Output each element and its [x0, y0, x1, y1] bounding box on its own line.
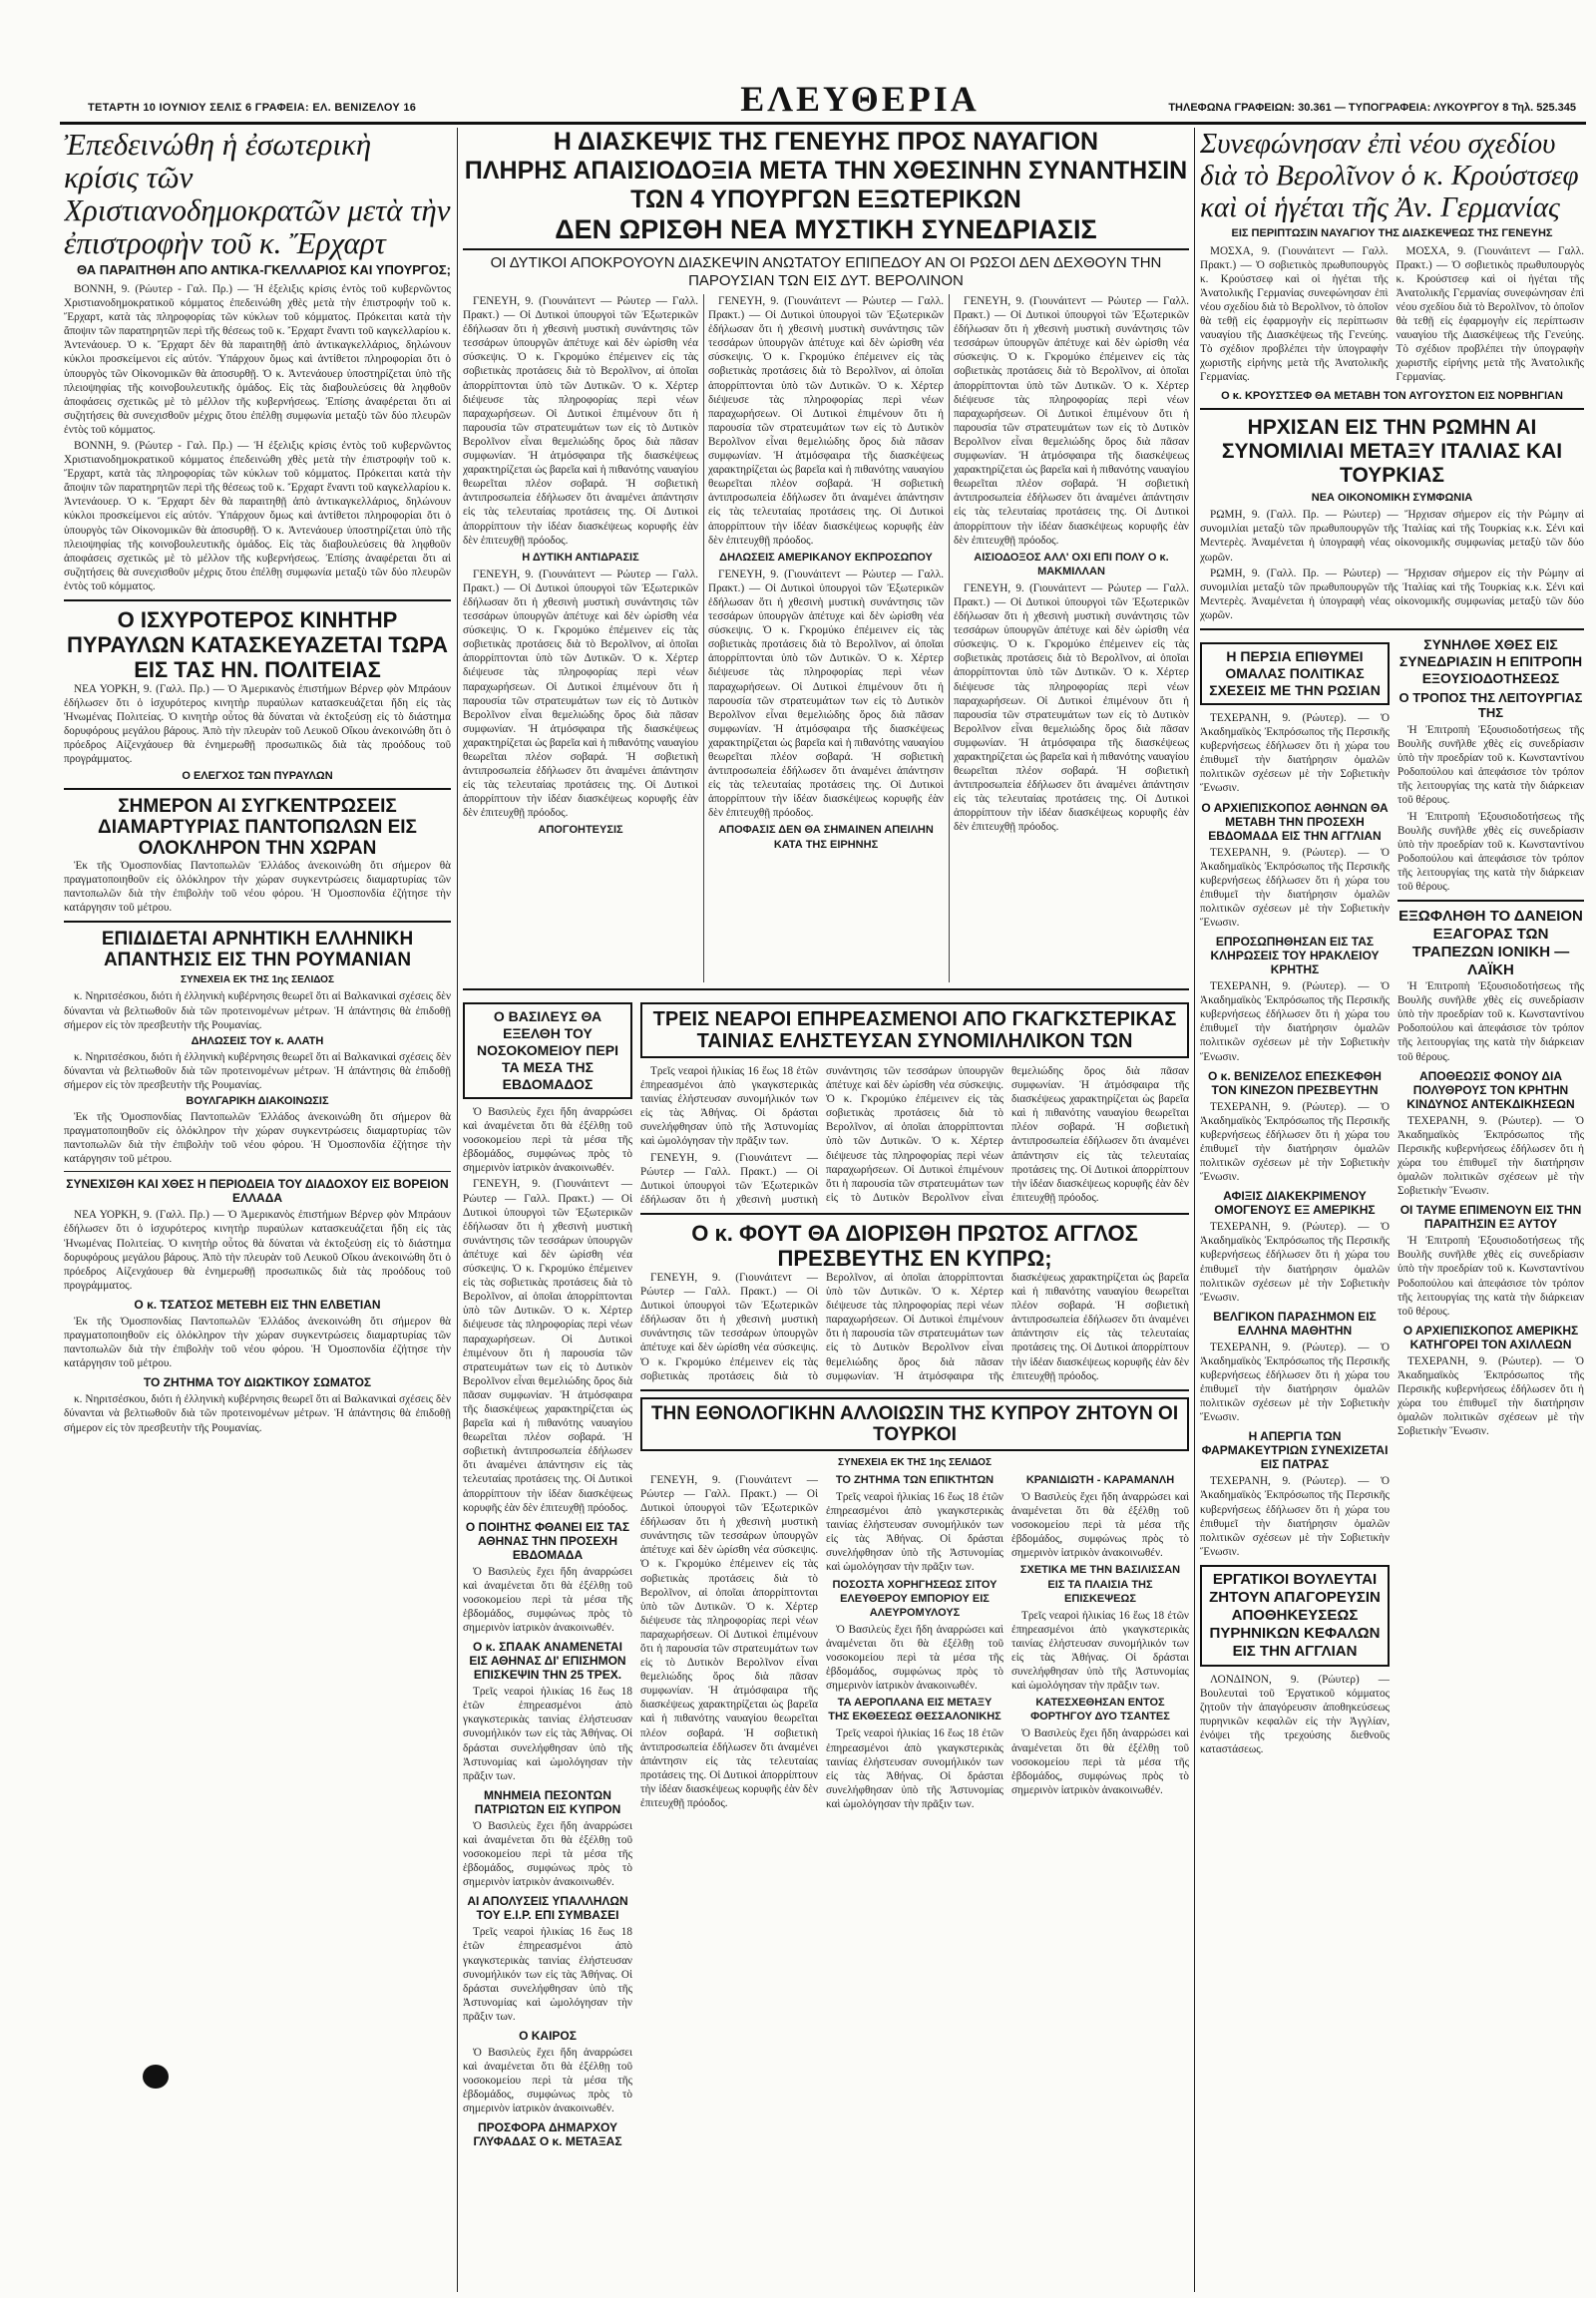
- divider: [64, 921, 451, 923]
- paragraph: Ὁ Βασιλεὺς ἔχει ἤδη ἀναρρώσει καὶ ἀναμένεται ὅτι θὰ ἐξέλθῃ τοῦ νοσοκομείου περὶ τὰ μέσα τῆς ἑβδομάδος, συμφώνως πρὸς τὸ σημερινὸν ἰατρικὸν ἀνακοινωθέν.: [1011, 1727, 1189, 1796]
- paragraph: Τρεῖς νεαροὶ ἡλικίας 16 ἕως 18 ἐτῶν ἐπηρεασμένοι ἀπὸ γκαγκστερικὰς ταινίας ἐλήστευσαν συνομήλικόν των εἰς τὰς Ἀθήνας. Οἱ δράσται συνελήφθησαν ὑπὸ τῆς Ἀστυνομίας καὶ ὡμολόγησαν τὴν πρᾶξιν των.: [463, 1686, 632, 1782]
- paragraph: Ὁ Βασιλεὺς ἔχει ἤδη ἀναρρώσει καὶ ἀναμένεται ὅτι θὰ ἐξέλθῃ τοῦ νοσοκομείου περὶ τὰ μέσα τῆς ἑβδομάδος, συμφώνως πρὸς τὸ σημερινὸν ἰατρικὸν ἀνακοινωθέν.: [1011, 1490, 1189, 1560]
- article-cyprus-body: [640, 1473, 1189, 1811]
- paragraph: Ἐκ τῆς Ὁμοσπονδίας Παντοπωλῶν Ἑλλάδος ἀνεκοινώθη ὅτι σήμερον θὰ πραγματοποιηθοῦν εἰς ὁλόκληρον τὴν χώραν συγκεντρώσεις διαμαρτυρίας τῶν παντοπωλῶν διὰ τὴν ἐπιβολὴν τοῦ νέου φόρου. Ἡ Ὁμοσπονδία ἐζήτησε τὴν κατάργησιν τοῦ μέτρου.: [64, 859, 451, 914]
- article-crown-prince-body: [64, 1208, 451, 1293]
- paragraph: ΤΕΧΕΡΑΝΗ, 9. (Ρώυτερ). — Ὁ Ἀκαδημαϊκὸς Ἐκπρόσωπος τῆς Περσικῆς κυβερνήσεως ἐδήλωσεν ὅτι ἡ χώρα του ἐπιθυμεῖ τὴν διατήρησιν ὁμαλῶν πολιτικῶν σχέσεων μὲ τὴν Σοβιετικὴν Ἕνωσιν.: [1200, 1221, 1390, 1304]
- paragraph: ΓΕΝΕΥΗ, 9. (Γιουνάιτεντ — Ρώυτερ — Γαλλ. Πρακτ.) — Οἱ Δυτικοὶ ὑπουργοὶ τῶν Ἐξωτερικῶν ἐδήλωσαν ὅτι ἡ χθεσινὴ μυστικὴ συνάντησις τῶν τεσσάρων ὑπουργῶν ἀπέτυχε καὶ δὲν ὡρίσθη νέα σύσκεψις. Ὁ κ. Γκρομύκο ἐπέμεινεν εἰς τὰς σοβιετικὰς προτάσεις διὰ τὸ Βερολῖνον, αἱ ὁποῖαι ἀπορρίπτονται ὑπὸ τῶν Δυτικῶν. Ὁ κ. Χέρτερ διέψευσε τὰς πληροφορίας περὶ νέων παραχωρήσεων. Οἱ Δυτικοὶ ἐπιμένουν ὅτι ἡ παρουσία τῶν στρατευμάτων των εἰς τὸ Δυτικὸν Βερολῖνον εἶναι θεμελιώδης ὅρος διὰ πᾶσαν συμφωνίαν. Ἡ ἀτμόσφαιρα τῆς διασκέψεως χαρακτηρίζεται ὡς βαρεῖα καὶ ἡ πιθανότης ναυαγίου θεωρεῖται πλέον σοβαρά. Ἡ σοβιετικὴ ἀντιπροσωπεία ἐδήλωσεν ὅτι ἀναμένει ἀπάντησιν εἰς τὰς τελευταίας προτάσεις της. Οἱ Δυτικοὶ ἀπορρίπτουν τὴν ἰδέαν διασκέψεως κορυφῆς ἐὰν δὲν ἐπιτευχθῇ πρόοδος.: [640, 1065, 1189, 1206]
- subhead-macmillan: ΑΙΣΙΟΔΟΞΟΣ ΑΛΛ' ΟΧΙ ΕΠΙ ΠΟΛΥ Ο κ. ΜΑΚΜΙΛΛΑΝ: [974, 551, 1169, 577]
- paragraph: Ἐκ τῆς Ὁμοσπονδίας Παντοπωλῶν Ἑλλάδος ἀνεκοινώθη ὅτι σήμερον θὰ πραγματοποιηθοῦν εἰς ὁλόκληρον τὴν χώραν συγκεντρώσεις διαμαρτυρίας τῶν παντοπωλῶν διὰ τὴν ἐπιβολὴν τοῦ νέου φόρου. Ἡ Ὁμοσπονδία ἐζήτησε τὴν κατάργησιν τοῦ μέτρου.: [64, 1111, 451, 1166]
- paragraph: ΤΕΧΕΡΑΝΗ, 9. (Ρώυτερ). — Ὁ Ἀκαδημαϊκὸς Ἐκπρόσωπος τῆς Περσικῆς κυβερνήσεως ἐδήλωσεν ὅτι ἡ χώρα του ἐπιθυμεῖ τὴν διατήρησιν ὁμαλῶν πολιτικῶν σχέσεων μὲ τὴν Σοβιετικὴν Ἕνωσιν.: [1200, 1475, 1390, 1558]
- headline-prosecution-corps: ΤΟ ΖΗΤΗΜΑ ΤΟΥ ΔΙΩΚΤΙΚΟΥ ΣΩΜΑΤΟΣ: [143, 1375, 372, 1390]
- headline-dismissals: ΑΙ ΑΠΟΛΥΣΕΙΣ ΥΠΑΛΛΗΛΩΝ ΤΟΥ Ε.Ι.Ρ. ΕΠΙ ΣΥΜΒΑΣΕΙ: [467, 1894, 628, 1923]
- article-committee-body: [1397, 723, 1584, 894]
- article-arrival-body: [1200, 1220, 1390, 1305]
- article-dismissals-body: [463, 1925, 632, 2024]
- paragraph: Τρεῖς νεαροὶ ἡλικίας 16 ἕως 18 ἐτῶν ἐπηρεασμένοι ἀπὸ γκαγκστερικὰς ταινίας ἐλήστευσαν συνομήλικόν των εἰς τὰς Ἀθήνας. Οἱ δράσται συνελήφθησαν ὑπὸ τῆς Ἀστυνομίας καὶ ὡμολόγησαν τὴν πρᾶξιν των.: [826, 1490, 1003, 1574]
- article-bulgarian-body: [64, 1110, 451, 1166]
- paragraph: Ὁ Βασιλεὺς ἔχει ἤδη ἀναρρώσει καὶ ἀναμένεται ὅτι θὰ ἐξέλθῃ τοῦ νοσοκομείου περὶ τὰ μέσα τῆς ἑβδομάδος, συμφώνως πρὸς τὸ σημερινὸν ἰατρικὸν ἀνακοινωθέν.: [463, 1819, 632, 1889]
- article-erhard-body: [64, 282, 451, 593]
- article-alatis-body: [64, 1050, 451, 1092]
- column-rule-2: [1194, 128, 1195, 2292]
- paragraph: ΓΕΝΕΥΗ, 9. (Γιουνάιτεντ — Ρώυτερ — Γαλλ. Πρακτ.) — Οἱ Δυτικοὶ ὑπουργοὶ τῶν Ἐξωτερικῶν ἐδήλωσαν ὅτι ἡ χθεσινὴ μυστικὴ συνάντησις τῶν τεσσάρων ὑπουργῶν ἀπέτυχε καὶ δὲν ὡρίσθη νέα σύσκεψις. Ὁ κ. Γκρομύκο ἐπέμεινεν εἰς τὰς σοβιετικὰς προτάσεις διὰ τὸ Βερολῖνον, αἱ ὁποῖαι ἀπορρίπτονται ὑπὸ τῶν Δυτικῶν. Ὁ κ. Χέρτερ διέψευσε τὰς πληροφορίας περὶ νέων παραχωρήσεων. Οἱ Δυτικοὶ ἐπιμένουν ὅτι ἡ παρουσία τῶν στρατευμάτων των εἰς τὸ Δυτικὸν Βερολῖνον εἶναι θεμελιώδης ὅρος διὰ πᾶσαν συμφωνίαν. Ἡ ἀτμόσφαιρα τῆς διασκέψεως χαρακτηρίζεται ὡς βαρεῖα καὶ ἡ πιθανότης ναυαγίου θεωρεῖται πλέον σοβαρά. Ἡ σοβιετικὴ ἀντιπροσωπεία ἐδήλωσεν ὅτι ἀναμένει ἀπάντησιν εἰς τὰς τελευταίας προτάσεις της. Οἱ Δυτικοὶ ἀπορρίπτουν τὴν ἰδέαν διασκέψεως κορυφῆς ἐὰν δὲν ἐπιτευχθῇ πρόοδος.: [463, 1178, 632, 1514]
- divider: [463, 988, 1189, 990]
- kicker-cyprus-continued: ΣΥΝΕΧΕΙΑ ΕΚ ΤΗΣ 1ης ΣΕΛΙΔΟΣ: [838, 1457, 992, 1469]
- headline-king-hospital: Ο ΒΑΣΙΛΕΥΣ ΘΑ ΕΞΕΛΘΗ ΤΟΥ ΝΟΣΟΚΟΜΕΙΟΥ ΠΕΡΙ ΤΑ ΜΕΣΑ ΤΗΣ ΕΒΔΟΜΑΔΟΣ: [463, 1002, 632, 1099]
- paragraph: Ὁ Βασιλεὺς ἔχει ἤδη ἀναρρώσει καὶ ἀναμένεται ὅτι θὰ ἐξέλθῃ τοῦ νοσοκομείου περὶ τὰ μέσα τῆς ἑβδομάδος, συμφώνως πρὸς τὸ σημερινὸν ἰατρικὸν ἀνακοινωθέν.: [463, 2046, 632, 2115]
- headline-romania-reply: ΕΠΙΔΙΔΕΤΑΙ ΑΡΝΗΤΙΚΗ ΕΛΛΗΝΙΚΗ ΑΠΑΝΤΗΣΙΣ ΕΙΣ ΤΗΝ ΡΟΥΜΑΝΙΑΝ: [101, 928, 414, 970]
- divider: [64, 788, 451, 790]
- kicker-geneva-failure: ΕΙΣ ΠΕΡΙΠΤΩΣΙΝ ΝΑΥΑΓΙΟΥ ΤΗΣ ΔΙΑΣΚΕΨΕΩΣ ΤΗΣ ΓΕΝΕΥΗΣ: [1231, 227, 1553, 239]
- headline-heraklion: ΕΠΡΟΣΩΠΗΘΗΣΑΝ ΕΙΣ ΤΑΣ ΚΛΗΡΩΣΕΙΣ ΤΟΥ ΗΡΑΚΛΕΙΟΥ ΚΡΗΤΗΣ: [1210, 935, 1380, 977]
- kicker-economic-agreement: ΝΕΑ ΟΙΚΟΝΟΜΙΚΗ ΣΥΜΦΩΝΙΑ: [1311, 491, 1473, 504]
- paragraph: Ἡ Ἐπιτροπὴ Ἐξουσιοδοτήσεως τῆς Βουλῆς συνῆλθε χθὲς εἰς συνεδρίασιν ὑπὸ τὴν προεδρίαν τοῦ κ. Κωνσταντίνου Ροδοπούλου καὶ ἀπεφάσισε τὸν τρόπον τῆς λειτουργίας της κατὰ τὴν διάρκειαν τοῦ θέρους.: [1397, 723, 1584, 807]
- paragraph: ΓΕΝΕΥΗ, 9. (Γιουνάιτεντ — Ρώυτερ — Γαλλ. Πρακτ.) — Οἱ Δυτικοὶ ὑπουργοὶ τῶν Ἐξωτερικῶν ἐδήλωσαν ὅτι ἡ χθεσινὴ μυστικὴ συνάντησις τῶν τεσσάρων ὑπουργῶν ἀπέτυχε καὶ δὲν ὡρίσθη νέα σύσκεψις. Ὁ κ. Γκρομύκο ἐπέμεινεν εἰς τὰς σοβιετικὰς προτάσεις διὰ τὸ Βερολῖνον, αἱ ὁποῖαι ἀπορρίπτονται ὑπὸ τῶν Δυτικῶν. Ὁ κ. Χέρτερ διέψευσε τὰς πληροφορίας περὶ νέων παραχωρήσεων. Οἱ Δυτικοὶ ἐπιμένουν ὅτι ἡ παρουσία τῶν στρατευμάτων των εἰς τὸ Δυτικὸν Βερολῖνον εἶναι θεμελιώδης ὅρος διὰ πᾶσαν συμφωνίαν. Ἡ ἀτμόσφαιρα τῆς διασκέψεως χαρακτηρίζεται ὡς βαρεῖα καὶ ἡ πιθανότης ναυαγίου θεωρεῖται πλέον σοβαρά. Ἡ σοβιετικὴ ἀντιπροσωπεία ἐδήλωσεν ὅτι ἀναμένει ἀπάντησιν εἰς τὰς τελευταίας προτάσεις της. Οἱ Δυτικοὶ ἀπορρίπτουν τὴν ἰδέαν διασκέψεως κορυφῆς ἐὰν δὲν ἐπιτευχθῇ πρόοδος.: [708, 568, 944, 820]
- right-column: [1200, 128, 1584, 2292]
- paragraph: ΤΕΧΕΡΑΝΗ, 9. (Ρώυτερ). — Ὁ Ἀκαδημαϊκὸς Ἐκπρόσωπος τῆς Περσικῆς κυβερνήσεως ἐδήλωσεν ὅτι ἡ χώρα του ἐπιθυμεῖ τὴν διατήρησιν ὁμαλῶν πολιτικῶν σχέσεων μὲ τὴν Σοβιετικὴν Ἕνωσιν.: [1397, 1354, 1584, 1438]
- headline-rocket-engine: Ο ΙΣΧΥΡΟΤΕΡΟΣ ΚΙΝΗΤΗΡ ΠΥΡΑΥΛΩΝ ΚΑΤΑΣΚΕΥΑΖΕΤΑΙ ΤΩΡΑ ΕΙΣ ΤΑΣ ΗΝ. ΠΟΛΙΤΕΙΑΣ: [66, 607, 449, 682]
- subhead-epiktitoi: ΤΟ ΖΗΤΗΜΑ ΤΩΝ ΕΠΙΚΤΗΤΩΝ: [835, 1473, 995, 1486]
- article-venizelos-body: [1200, 1100, 1390, 1185]
- paragraph: ΜΟΣΧΑ, 9. (Γιουνάιτεντ — Γαλλ. Πρακτ.) — Ὁ σοβιετικὸς πρωθυπουργὸς κ. Κρούστσεφ καὶ οἱ ἡγέται τῆς Ἀνατολικῆς Γερμανίας συνεφώνησαν ἐπὶ νέου σχεδίου διὰ τὸ Βερολῖνον, τὸ ὁποῖον θὰ τεθῇ εἰς ἐφαρμογὴν εἰς περίπτωσιν ναυαγίου τῆς Διασκέψεως τῆς Γενεύης. Τὸ σχέδιον προβλέπει τὴν ὑπογραφὴν χωριστῆς εἰρήνης μετὰ τῆς Ἀνατολικῆς Γερμανίας.: [1200, 244, 1389, 384]
- paragraph: ΛΟΝΔΙΝΟΝ, 9. (Ρώυτερ) — Βουλευταὶ τοῦ Ἐργατικοῦ κόμματος ζητοῦν τὴν ἀπαγόρευσιν ἀποθηκεύσεως πυρηνικῶν κεφαλῶν εἰς τὴν Ἀγγλίαν, ἐνόψει τῆς τρεχούσης διεθνοῦς καταστάσεως.: [1200, 1673, 1390, 1756]
- kicker-erhard: ΘΑ ΠΑΡΑΙΤΗΘΗ ΑΠΟ ΑΝΤΙΚΑ-ΓΚΕΛΛΑΡΙΟΣ ΚΑΙ ΥΠΟΥΡΓΟΣ;: [76, 262, 451, 277]
- article-weather-body: [463, 2046, 632, 2115]
- divider: [640, 1389, 1189, 1391]
- paragraph: ΓΕΝΕΥΗ, 9. (Γιουνάιτεντ — Ρώυτερ — Γαλλ. Πρακτ.) — Οἱ Δυτικοὶ ὑπουργοὶ τῶν Ἐξωτερικῶν ἐδήλωσαν ὅτι ἡ χθεσινὴ μυστικὴ συνάντησις τῶν τεσσάρων ὑπουργῶν ἀπέτυχε καὶ δὲν ὡρίσθη νέα σύσκεψις. Ὁ κ. Γκρομύκο ἐπέμεινεν εἰς τὰς σοβιετικὰς προτάσεις διὰ τὸ Βερολῖνον, αἱ ὁποῖαι ἀπορρίπτονται ὑπὸ τῶν Δυτικῶν. Ὁ κ. Χέρτερ διέψευσε τὰς πληροφορίας περὶ νέων παραχωρήσεων. Οἱ Δυτικοὶ ἐπιμένουν ὅτι ἡ παρουσία τῶν στρατευμάτων των εἰς τὸ Δυτικὸν Βερολῖνον εἶναι θεμελιώδης ὅρος διὰ πᾶσαν συμφωνίαν. Ἡ ἀτμόσφαιρα τῆς διασκέψεως χαρακτηρίζεται ὡς βαρεῖα καὶ ἡ πιθανότης ναυαγίου θεωρεῖται πλέον σοβαρά. Ἡ σοβιετικὴ ἀντιπροσωπεία ἐδήλωσεν ὅτι ἀναμένει ἀπάντησιν εἰς τὰς τελευταίας προτάσεις της. Οἱ Δυτικοὶ ἀπορρίπτουν τὴν ἰδέαν διασκέψεως κορυφῆς ἐὰν δὲν ἐπιτευχθῇ πρόοδος.: [463, 295, 698, 547]
- subhead-rations: ΠΟΣΟΣΤΑ ΧΟΡΗΓΗΣΕΩΣ ΣΙΤΟΥ ΕΛΕΥΘΕΡΟΥ ΕΜΠΟΡΙΟΥ ΕΙΣ ΑΛΕΥΡΟΜΥΛΟΥΣ: [832, 1578, 998, 1619]
- article-rocket-body: [64, 682, 451, 767]
- paragraph: ΒΟΝΝΗ, 9. (Ρώυτερ - Γαλ. Πρ.) — Ἡ ἐξελιξις κρίσις ἐντὸς τοῦ κυβερνῶντος Χριστιανοδημοκρατικοῦ κόμματος ἐπεδεινώθη χθὲς μετὰ τὴν ἐπιστροφήν τοῦ κ. Ἔρχαρτ, κατὰ τὰς πληροφορίας τῶν κύκλων τοῦ κόμματος. Πρόκειται κατὰ τὴν ἄποψιν τῶν παρατηρητῶν περὶ τῆς θέσεως τοῦ κ. Ἔρχαρτ ἔναντι τοῦ καγκελλαρίου κ. Ἀντενάουερ. Ὁ κ. Ἔρχαρτ δὲν θὰ παραιτηθῇ ἀπὸ ἀντικαγκελλάριος, δηλώνουν κύκλοι προσκείμενοι εἰς αὐτόν. Ὑπάρχουν ὅμως καὶ ἀντίθετοι πληροφορίαι ὅτι ὁ ὑπουργὸς τῶν Οἰκονομικῶν θὰ ἀποσυρθῇ. Ὁ κ. Ἀντενάουερ ὑποστηρίζεται ὑπὸ τῆς πλειοψηφίας τῆς κοινοβουλευτικῆς ὁμάδος. Εἰς τὰς διαβουλεύσεις θὰ ληφθοῦν ἀποφάσεις σχετικῶς μὲ τὸ μέλλον τῆς κυβερνήσεως. Ἐπίσης ἀναφέρεται ὅτι αἱ συζητήσεις θὰ συνεχισθοῦν μέχρις ὅτου ἐπέλθῃ συμφωνία μεταξὺ τῶν δύο πλευρῶν ἐντὸς τοῦ κόμματος.: [64, 439, 451, 592]
- headline-foot-cyprus: Ο κ. ΦΟΥΤ ΘΑ ΔΙΟΡΙΣΘΗ ΠΡΩΤΟΣ ΑΓΓΛΟΣ ΠΡΕΣΒΕΥΤΗΣ ΕΝ ΚΥΠΡΩ;: [691, 1220, 1138, 1271]
- center-column: [463, 128, 1189, 2292]
- ink-blot: [143, 2065, 169, 2089]
- article-king-body: [463, 1105, 632, 1515]
- paragraph: ΓΕΝΕΥΗ, 9. (Γιουνάιτεντ — Ρώυτερ — Γαλλ. Πρακτ.) — Οἱ Δυτικοὶ ὑπουργοὶ τῶν Ἐξωτερικῶν ἐδήλωσαν ὅτι ἡ χθεσινὴ μυστικὴ συνάντησις τῶν τεσσάρων ὑπουργῶν ἀπέτυχε καὶ δὲν ὡρίσθη νέα σύσκεψις. Ὁ κ. Γκρομύκο ἐπέμεινεν εἰς τὰς σοβιετικὰς προτάσεις διὰ τὸ Βερολῖνον, αἱ ὁποῖαι ἀπορρίπτονται ὑπὸ τῶν Δυτικῶν. Ὁ κ. Χέρτερ διέψευσε τὰς πληροφορίας περὶ νέων παραχωρήσεων. Οἱ Δυτικοὶ ἐπιμένουν ὅτι ἡ παρουσία τῶν στρατευμάτων των εἰς τὸ Δυτικὸν Βερολῖνον εἶναι θεμελιώδης ὅρος διὰ πᾶσαν συμφωνίαν. Ἡ ἀτμόσφαιρα τῆς διασκέψεως χαρακτηρίζεται ὡς βαρεῖα καὶ ἡ πιθανότης ναυαγίου θεωρεῖται πλέον σοβαρά. Ἡ σοβιετικὴ ἀντιπροσωπεία ἐδήλωσεν ὅτι ἀναμένει ἀπάντησιν εἰς τὰς τελευταίας προτάσεις της. Οἱ Δυτικοὶ ἀπορρίπτουν τὴν ἰδέαν διασκέψεως κορυφῆς ἐὰν δὲν ἐπιτευχθῇ πρόοδος.: [640, 1473, 818, 1810]
- article-archbishop-america-body: [1397, 1354, 1584, 1439]
- article-geneva-body: [463, 294, 1189, 982]
- headline-belgian-medal: ΒΕΛΓΙΚΟΝ ΠΑΡΑΣΗΜΟΝ ΕΙΣ ΕΛΛΗΝΑ ΜΑΘΗΤΗΝ: [1213, 1309, 1377, 1338]
- paragraph: κ. Νηριτσέσκου, διότι ἡ ἐλληνικὴ κυβέρνησις θεωρεῖ ὅτι αἱ Βαλκανικαὶ σχέσεις δὲν δύνανται νὰ βελτιωθοῦν διὰ τῶν προτεινομένων μέτρων. Ἡ ἀπάντησις θὰ ἐπιδοθῇ σήμερον εἰς τὸν πρεσβευτὴν τῆς Ρουμανίας.: [64, 1050, 451, 1091]
- paragraph: Τρεῖς νεαροὶ ἡλικίας 16 ἕως 18 ἐτῶν ἐπηρεασμένοι ἀπὸ γκαγκστερικὰς ταινίας ἐλήστευσαν συνομήλικόν των εἰς τὰς Ἀθήνας. Οἱ δράσται συνελήφθησαν ὑπὸ τῆς Ἀστυνομίας καὶ ὡμολόγησαν τὴν πρᾶξιν των.: [826, 1727, 1003, 1810]
- paragraph: Τρεῖς νεαροὶ ἡλικίας 16 ἕως 18 ἐτῶν ἐπηρεασμένοι ἀπὸ γκαγκστερικὰς ταινίας ἐλήστευσαν συνομήλικόν των εἰς τὰς Ἀθήνας. Οἱ δράσται συνελήφθησαν ὑπὸ τῆς Ἀστυνομίας καὶ ὡμολόγησαν τὴν πρᾶξιν των.: [463, 1926, 632, 2023]
- article-heraklion-body: [1200, 979, 1390, 1064]
- paragraph: Ἐκ τῆς Ὁμοσπονδίας Παντοπωλῶν Ἑλλάδος ἀνεκοινώθη ὅτι σήμερον θὰ πραγματοποιηθοῦν εἰς ὁλόκληρον τὴν χώραν συγκεντρώσεις διαμαρτυρίας τῶν παντοπωλῶν διὰ τὴν ἐπιβολὴν τοῦ νέου φόρου. Ἡ Ὁμοσπονδία ἐζήτησε τὴν κατάργησιν τοῦ μέτρου.: [64, 1315, 451, 1370]
- headline-archbishop-america: Ο ΑΡΧΙΕΠΙΣΚΟΠΟΣ ΑΜΕΡΙΚΗΣ ΚΑΤΗΓΟΡΕΙ ΤΟΝ ΑΧΙΛΛΕΩΝ: [1402, 1323, 1579, 1351]
- divider: [1397, 900, 1584, 902]
- headline-poet: Ο ΠΟΙΗΤΗΣ ΦΘΑΝΕΙ ΕΙΣ ΤΑΣ ΑΘΗΝΑΣ ΤΗΝ ΠΡΟΣΕΧΗ ΕΒΔΟΜΑΔΑ: [465, 1519, 630, 1562]
- center-lower-col-a: [463, 996, 632, 2151]
- headline-tsatsos: Ο κ. ΤΣΑΤΣΟΣ ΜΕΤΕΒΗ ΕΙΣ ΤΗΝ ΕΛΒΕΤΙΑΝ: [134, 1297, 381, 1312]
- headline-tamias: ΟΙ ΤΑΥΜΕ ΕΠΙΜΕΝΟΥΝ ΕΙΣ ΤΗΝ ΠΑΡΑΙΤΗΣΙΝ ΕΞ ΑΥΤΟΥ: [1399, 1203, 1582, 1232]
- banner-no-new-session: ΔΕΝ ΩΡΙΣΘΗ ΝΕΑ ΜΥΣΤΙΚΗ ΣΥΝΕΔΡΙΑΣΙΣ: [463, 214, 1189, 250]
- paragraph: ΤΕΧΕΡΑΝΗ, 9. (Ρώυτερ). — Ὁ Ἀκαδημαϊκὸς Ἐκπρόσωπος τῆς Περσικῆς κυβερνήσεως ἐδήλωσεν ὅτι ἡ χώρα του ἐπιθυμεῖ τὴν διατήρησιν ὁμαλῶν πολιτικῶν σχέσεων μὲ τὴν Σοβιετικὴν Ἕνωσιν.: [1200, 1100, 1390, 1184]
- headline-bank-loan: ΕΞΩΦΛΗΘΗ ΤΟ ΔΑΝΕΙΟΝ ΕΞΑΓΟΡΑΣ ΤΩΝ ΤΡΑΠΕΖΩΝ ΙΟΝΙΚΗ — ΛΑΪΚΗ: [1398, 908, 1583, 979]
- paragraph: ΜΟΣΧΑ, 9. (Γιουνάιτεντ — Γαλλ. Πρακτ.) — Ὁ σοβιετικὸς πρωθυπουργὸς κ. Κρούστσεφ καὶ οἱ ἡγέται τῆς Ἀνατολικῆς Γερμανίας συνεφώνησαν ἐπὶ νέου σχεδίου διὰ τὸ Βερολῖνον, τὸ ὁποῖον θὰ τεθῇ εἰς ἐφαρμογὴν εἰς περίπτωσιν ναυαγίου τῆς Διασκέψεως τῆς Γενεύης. Τὸ σχέδιον προβλέπει τὴν ὑπογραφὴν χωριστῆς εἰρήνης μετὰ τῆς Ἀνατολικῆς Γερμανίας.: [1396, 244, 1584, 384]
- subhead-rocket-control: Ο ΕΛΕΓΧΟΣ ΤΩΝ ΠΥΡΑΥΛΩΝ: [182, 769, 333, 782]
- paragraph: ΤΕΧΕΡΑΝΗ, 9. (Ρώυτερ). — Ὁ Ἀκαδημαϊκὸς Ἐκπρόσωπος τῆς Περσικῆς κυβερνήσεως ἐδήλωσεν ὅτι ἡ χώρα του ἐπιθυμεῖ τὴν διατήρησιν ὁμαλῶν πολιτικῶν σχέσεων μὲ τὴν Σοβιετικὴν Ἕνωσιν.: [1200, 1340, 1390, 1424]
- paragraph: ΓΕΝΕΥΗ, 9. (Γιουνάιτεντ — Ρώυτερ — Γαλλ. Πρακτ.) — Οἱ Δυτικοὶ ὑπουργοὶ τῶν Ἐξωτερικῶν ἐδήλωσαν ὅτι ἡ χθεσινὴ μυστικὴ συνάντησις τῶν τεσσάρων ὑπουργῶν ἀπέτυχε καὶ δὲν ὡρίσθη νέα σύσκεψις. Ὁ κ. Γκρομύκο ἐπέμεινεν εἰς τὰς σοβιετικὰς προτάσεις διὰ τὸ Βερολῖνον, αἱ ὁποῖαι ἀπορρίπτονται ὑπὸ τῶν Δυτικῶν. Ὁ κ. Χέρτερ διέψευσε τὰς πληροφορίας περὶ νέων παραχωρήσεων. Οἱ Δυτικοὶ ἐπιμένουν ὅτι ἡ παρουσία τῶν στρατευμάτων των εἰς τὸ Δυτικὸν Βερολῖνον εἶναι θεμελιώδης ὅρος διὰ πᾶσαν συμφωνίαν. Ἡ ἀτμόσφαιρα τῆς διασκέψεως χαρακτηρίζεται ὡς βαρεῖα καὶ ἡ πιθανότης ναυαγίου θεωρεῖται πλέον σοβαρά. Ἡ σοβιετικὴ ἀντιπροσωπεία ἐδήλωσεν ὅτι ἀναμένει ἀπάντησιν εἰς τὰς τελευταίας προτάσεις της. Οἱ Δυτικοὶ ἀπορρίπτουν τὴν ἰδέαν διασκέψεως κορυφῆς ἐὰν δὲν ἐπιτευχθῇ πρόοδος.: [708, 295, 944, 547]
- headline-pharmacists-strike: Η ΑΠΕΡΓΙΑ ΤΩΝ ΦΑΡΜΑΚΕΥΤΡΙΩΝ ΣΥΝΕΧΙΖΕΤΑΙ ΕΙΣ ΠΑΤΡΑΣ: [1201, 1429, 1389, 1472]
- headline-weather: Ο ΚΑΙΡΟΣ: [519, 2028, 577, 2043]
- center-lower-col-b: [640, 996, 1189, 2151]
- paragraph: ΤΕΧΕΡΑΝΗ, 9. (Ρώυτερ). — Ὁ Ἀκαδημαϊκὸς Ἐκπρόσωπος τῆς Περσικῆς κυβερνήσεως ἐδήλωσεν ὅτι ἡ χώρα του ἐπιθυμεῖ τὴν διατήρησιν ὁμαλῶν πολιτικῶν σχέσεων μὲ τὴν Σοβιετικὴν Ἕνωσιν.: [1200, 846, 1390, 929]
- headline-venizelos: Ο κ. ΒΕΝΙΖΕΛΟΣ ΕΠΕΣΚΕΦΘΗ ΤΟΝ ΚΙΝΕΖΟΝ ΠΡΕΣΒΕΥΤΗΝ: [1208, 1068, 1382, 1097]
- paragraph: Τρεῖς νεαροὶ ἡλικίας 16 ἕως 18 ἐτῶν ἐπηρεασμένοι ἀπὸ γκαγκστερικὰς ταινίας ἐλήστευσαν συνομήλικόν των εἰς τὰς Ἀθήνας. Οἱ δράσται συνελήφθησαν ὑπὸ τῆς Ἀστυνομίας καὶ ὡμολόγησαν τὴν πρᾶξιν των.: [1011, 1609, 1189, 1693]
- article-italy-turkey-body: [1200, 508, 1584, 622]
- subhead-committee-function: Ο ΤΡΟΠΟΣ ΤΗΣ ΛΕΙΤΟΥΡΓΙΑΣ ΤΗΣ: [1398, 689, 1583, 720]
- masthead: [60, 78, 1586, 125]
- masthead-dateline: ΤΕΤΑΡΤΗ 10 ΙΟΥΝΙΟΥ ΣΕΛΙΣ 6 ΓΡΑΦΕΙΑ: ΕΛ. ΒΕΝΙΖΕΛΟΥ 16: [88, 102, 417, 114]
- article-spaak-body: [463, 1685, 632, 1783]
- banner-pessimism: ΠΛΗΡΗΣ ΑΠΑΙΣΙΟΔΟΞΙΑ ΜΕΤΑ ΤΗΝ ΧΘΕΣΙΝΗΝ ΣΥΝΑΝΤΗΣΙΝ ΤΩΝ 4 ΥΠΟΥΡΓΩΝ ΕΞΩΤΕΡΙΚΩΝ: [464, 157, 1188, 213]
- article-prosecution-body: [64, 1392, 451, 1434]
- article-archbishop-body: [1200, 846, 1390, 931]
- headline-persia-russia: Η ΠΕΡΣΙΑ ΕΠΙΘΥΜΕΙ ΟΜΑΛΑΣ ΠΟΛΙΤΙΚΑΣ ΣΧΕΣΕΙΣ ΜΕ ΤΗΝ ΡΩΣΙΑΝ: [1200, 642, 1390, 705]
- right-lower-col-b: [1397, 636, 1584, 1759]
- article-pharmacists-body: [1200, 1474, 1390, 1559]
- paragraph: ΓΕΝΕΥΗ, 9. (Γιουνάιτεντ — Ρώυτερ — Γαλλ. Πρακτ.) — Οἱ Δυτικοὶ ὑπουργοὶ τῶν Ἐξωτερικῶν ἐδήλωσαν ὅτι ἡ χθεσινὴ μυστικὴ συνάντησις τῶν τεσσάρων ὑπουργῶν ἀπέτυχε καὶ δὲν ὡρίσθη νέα σύσκεψις. Ὁ κ. Γκρομύκο ἐπέμεινεν εἰς τὰς σοβιετικὰς προτάσεις διὰ τὸ Βερολῖνον, αἱ ὁποῖαι ἀπορρίπτονται ὑπὸ τῶν Δυτικῶν. Ὁ κ. Χέρτερ διέψευσε τὰς πληροφορίας περὶ νέων παραχωρήσεων. Οἱ Δυτικοὶ ἐπιμένουν ὅτι ἡ παρουσία τῶν στρατευμάτων των εἰς τὸ Δυτικὸν Βερολῖνον εἶναι θεμελιώδης ὅρος διὰ πᾶσαν συμφωνίαν. Ἡ ἀτμόσφαιρα τῆς διασκέψεως χαρακτηρίζεται ὡς βαρεῖα καὶ ἡ πιθανότης ναυαγίου θεωρεῖται πλέον σοβαρά. Ἡ σοβιετικὴ ἀντιπροσωπεία ἐδήλωσεν ὅτι ἀναμένει ἀπάντησιν εἰς τὰς τελευταίας προτάσεις της. Οἱ Δυτικοὶ ἀπορρίπτουν τὴν ἰδέαν διασκέψεως κορυφῆς ἐὰν δὲν ἐπιτευχθῇ πρόοδος.: [463, 568, 698, 820]
- divider: [1200, 628, 1584, 630]
- article-persia-body: [1200, 711, 1390, 796]
- paragraph: Ἡ Ἐπιτροπὴ Ἐξουσιοδοτήσεως τῆς Βουλῆς συνῆλθε χθὲς εἰς συνεδρίασιν ὑπὸ τὴν προεδρίαν τοῦ κ. Κωνσταντίνου Ροδοπούλου καὶ ἀπεφάσισε τὸν τρόπον τῆς λειτουργίας της κατὰ τὴν διάρκειαν τοῦ θέρους.: [1397, 810, 1584, 893]
- article-memorial-body: [463, 1819, 632, 1889]
- divider: [1200, 408, 1584, 410]
- center-lower-row: [463, 996, 1189, 2151]
- divider: [64, 1171, 451, 1172]
- headline-labour-nuclear: ΕΡΓΑΤΙΚΟΙ ΒΟΥΛΕΥΤΑΙ ΖΗΤΟΥΝ ΑΠΑΓΟΡΕΥΣΙΝ ΑΠΟΘΗΚΕΥΣΕΩΣ ΠΥΡΗΝΙΚΩΝ ΚΕΦΑΛΩΝ ΕΙΣ ΤΗΝ ΑΓΓΛΙΑΝ: [1200, 1565, 1390, 1667]
- subhead-disappointment: ΑΠΟΓΟΗΤΕΥΣΙΣ: [538, 824, 623, 837]
- article-bank-loan-body: [1397, 979, 1584, 1064]
- divider: [64, 599, 451, 601]
- article-crete-body: [1397, 1114, 1584, 1199]
- paragraph: ΓΕΝΕΥΗ, 9. (Γιουνάιτεντ — Ρώυτερ — Γαλλ. Πρακτ.) — Οἱ Δυτικοὶ ὑπουργοὶ τῶν Ἐξωτερικῶν ἐδήλωσαν ὅτι ἡ χθεσινὴ μυστικὴ συνάντησις τῶν τεσσάρων ὑπουργῶν ἀπέτυχε καὶ δὲν ὡρίσθη νέα σύσκεψις. Ὁ κ. Γκρομύκο ἐπέμεινεν εἰς τὰς σοβιετικὰς προτάσεις διὰ τὸ Βερολῖνον, αἱ ὁποῖαι ἀπορρίπτονται ὑπὸ τῶν Δυτικῶν. Ὁ κ. Χέρτερ διέψευσε τὰς πληροφορίας περὶ νέων παραχωρήσεων. Οἱ Δυτικοὶ ἐπιμένουν ὅτι ἡ παρουσία τῶν στρατευμάτων των εἰς τὸ Δυτικὸν Βερολῖνον εἶναι θεμελιώδης ὅρος διὰ πᾶσαν συμφωνίαν. Ἡ ἀτμόσφαιρα τῆς διασκέψεως χαρακτηρίζεται ὡς βαρεῖα καὶ ἡ πιθανότης ναυαγίου θεωρεῖται πλέον σοβαρά. Ἡ σοβιετικὴ ἀντιπροσωπεία ἐδήλωσεν ὅτι ἀναμένει ἀπάντησιν εἰς τὰς τελευταίας προτάσεις της. Οἱ Δυτικοὶ ἀπορρίπτουν τὴν ἰδέαν διασκέψεως κορυφῆς ἐὰν δὲν ἐπιτευχθῇ πρόοδος.: [954, 581, 1189, 834]
- headline-memorial: ΜΝΗΜΕΙΑ ΠΕΣΟΝΤΩΝ ΠΑΤΡΙΩΤΩΝ ΕΙΣ ΚΥΠΡΟΝ: [474, 1787, 621, 1816]
- subhead-western-reaction: Η ΔΥΤΙΚΗ ΑΝΤΙΔΡΑΣΙΣ: [522, 551, 639, 564]
- paragraph: κ. Νηριτσέσκου, διότι ἡ ἐλληνικὴ κυβέρνησις θεωρεῖ ὅτι αἱ Βαλκανικαὶ σχέσεις δὲν δύνανται νὰ βελτιωθοῦν διὰ τῶν προτεινομένων μέτρων. Ἡ ἀπάντησις θὰ ἐπιδοθῇ σήμερον εἰς τὸν πρεσβευτὴν τῆς Ρουμανίας.: [64, 1393, 451, 1434]
- article-tamias-body: [1397, 1234, 1584, 1319]
- subhead-fraud: ΚΑΤΕΣΧΕΘΗΣΑΝ ΕΝΤΟΣ ΦΟΡΤΗΓΟΥ ΔΥΟ ΤΣΑΝΤΕΣ: [1030, 1697, 1170, 1724]
- headline-gangster-youths: ΤΡΕΙΣ ΝΕΑΡΟΙ ΕΠΗΡΕΑΣΜΕΝΟΙ ΑΠΟ ΓΚΑΓΚΣΤΕΡΙΚΑΣ ΤΑΙΝΙΑΣ ΕΛΗΣΤΕΥΣΑΝ ΣΥΝΟΜΙΛΗΛΙΚΟΝ ΤΩΝ: [640, 1002, 1189, 1058]
- headline-crown-prince-tour: ΣΥΝΕΧΙΣΘΗ ΚΑΙ ΧΘΕΣ Η ΠΕΡΙΟΔΕΙΑ ΤΟΥ ΔΙΑΔΟΧΟΥ ΕΙΣ ΒΟΡΕΙΟΝ ΕΛΛΑΔΑ: [66, 1177, 449, 1206]
- headline-spaak: Ο κ. ΣΠΑΑΚ ΑΝΑΜΕΝΕΤΑΙ ΕΙΣ ΑΘΗΝΑΣ ΔΙ' ΕΠΙΣΗΜΟΝ ΕΠΙΣΚΕΨΙΝ ΤΗΝ 25 ΤΡΕΧ.: [469, 1640, 626, 1683]
- subhead-american-spokesman: ΔΗΛΩΣΕΙΣ ΑΜΕΡΙΚΑΝΟΥ ΕΚΠΡΟΣΩΠΟΥ: [719, 551, 933, 564]
- article-foot-body: [640, 1271, 1189, 1383]
- paragraph: ΓΕΝΕΥΗ, 9. (Γιουνάιτεντ — Ρώυτερ — Γαλλ. Πρακτ.) — Οἱ Δυτικοὶ ὑπουργοὶ τῶν Ἐξωτερικῶν ἐδήλωσαν ὅτι ἡ χθεσινὴ μυστικὴ συνάντησις τῶν τεσσάρων ὑπουργῶν ἀπέτυχε καὶ δὲν ὡρίσθη νέα σύσκεψις. Ὁ κ. Γκρομύκο ἐπέμεινεν εἰς τὰς σοβιετικὰς προτάσεις διὰ τὸ Βερολῖνον, αἱ ὁποῖαι ἀπορρίπτονται ὑπὸ τῶν Δυτικῶν. Ὁ κ. Χέρτερ διέψευσε τὰς πληροφορίας περὶ νέων παραχωρήσεων. Οἱ Δυτικοὶ ἐπιμένουν ὅτι ἡ παρουσία τῶν στρατευμάτων των εἰς τὸ Δυτικὸν Βερολῖνον εἶναι θεμελιώδης ὅρος διὰ πᾶσαν συμφωνίαν. Ἡ ἀτμόσφαιρα τῆς διασκέψεως χαρακτηρίζεται ὡς βαρεῖα καὶ ἡ πιθανότης ναυαγίου θεωρεῖται πλέον σοβαρά. Ἡ σοβιετικὴ ἀντιπροσωπεία ἐδήλωσεν ὅτι ἀναμένει ἀπάντησιν εἰς τὰς τελευταίας προτάσεις της. Οἱ Δυτικοὶ ἀπορρίπτουν τὴν ἰδέαν διασκέψεως κορυφῆς ἐὰν δὲν ἐπιτευχθῇ πρόοδος.: [640, 1271, 1189, 1382]
- column-rule-1: [457, 128, 458, 2292]
- paragraph: Ὁ Βασιλεὺς ἔχει ἤδη ἀναρρώσει καὶ ἀναμένεται ὅτι θὰ ἐξέλθῃ τοῦ νοσοκομείου περὶ τὰ μέσα τῆς ἑβδομάδος, συμφώνως πρὸς τὸ σημερινὸν ἰατρικὸν ἀνακοινωθέν.: [463, 1106, 632, 1175]
- paragraph: Ἡ Ἐπιτροπὴ Ἐξουσιοδοτήσεως τῆς Βουλῆς συνῆλθε χθὲς εἰς συνεδρίασιν ὑπὸ τὴν προεδρίαν τοῦ κ. Κωνσταντίνου Ροδοπούλου καὶ ἀπεφάσισε τὸν τρόπον τῆς λειτουργίας της κατὰ τὴν διάρκειαν τοῦ θέρους.: [1397, 980, 1584, 1063]
- paragraph: ΝΕΑ ΥΟΡΚΗ, 9. (Γαλλ. Πρ.) — Ὁ Ἀμερικανὸς ἐπιστήμων Βέρνερ φὸν Μπράουν ἐδήλωσεν ὅτι ὁ ἰσχυρότερος κινητὴρ πυραύλων κατασκευάζεται ἤδη εἰς τὰς Ἡνωμένας Πολιτείας. Ὁ κινητὴρ οὗτος θὰ δύναται νὰ ἐκτοξεύσῃ εἰς τὸ διάστημα δορυφόρους μεγάλου βάρους. Ἀπὸ τὴν πλευρὰν τοῦ Λευκοῦ Οἴκου ἀνεκοινώθη ὅτι ὁ πρόεδρος Αἰζενχάουερ θὰ ἐνημερωθῇ προσωπικῶς διὰ τὰς προόδους τοῦ προγράμματος.: [64, 683, 451, 766]
- subhead-queen: ΣΧΕΤΙΚΑ ΜΕ ΤΗΝ ΒΑΣΙΛΙΣΣΑΝ ΕΙΣ ΤΑ ΠΛΑΙΣΙΑ ΤΗΣ ΕΠΙΣΚΕΨΕΩΣ: [1019, 1564, 1181, 1605]
- headline-christian-democrats: Ἐπεδεινώθη ἡ ἐσωτερικὴ κρίσις τῶν Χριστιανοδημοκρατῶν μετὰ τὴν ἐπιστροφὴν τοῦ κ. Ἔρχαρτ: [64, 128, 451, 260]
- paragraph: ΤΕΧΕΡΑΝΗ, 9. (Ρώυτερ). — Ὁ Ἀκαδημαϊκὸς Ἐκπρόσωπος τῆς Περσικῆς κυβερνήσεως ἐδήλωσεν ὅτι ἡ χώρα του ἐπιθυμεῖ τὴν διατήρησιν ὁμαλῶν πολιτικῶν σχέσεων μὲ τὴν Σοβιετικὴν Ἕνωσιν.: [1397, 1114, 1584, 1198]
- left-column: [64, 128, 451, 2292]
- divider: [640, 1213, 1189, 1215]
- headline-khrushchev-berlin: Συνεφώνησαν ἐπὶ νέου σχεδίου διὰ τὸ Βερολῖνον ὁ κ. Κρούστσεφ καὶ οἱ ἡγέται τῆς Ἀν. Γερμανίας: [1200, 128, 1579, 223]
- headline-archbishop-athens: Ο ΑΡΧΙΕΠΙΣΚΟΠΟΣ ΑΘΗΝΩΝ ΘΑ ΜΕΤΑΒΗ ΤΗΝ ΠΡΟΣΕΧΗ ΕΒΔΟΜΑΔΑ ΕΙΣ ΤΗΝ ΑΓΓΛΙΑΝ: [1201, 800, 1389, 843]
- headline-crete-murder: ΑΠΟΘΕΩΣΙΣ ΦΟΝΟΥ ΔΙΑ ΠΟΛΥΘΡΟΥΣ ΤΟΝ ΚΡΗΤΗΝ ΚΙΝΔΥΝΟΣ ΑΝΤΕΚΔΙΚΗΣΕΩΝ: [1406, 1068, 1575, 1111]
- headline-glyfada: ΠΡΟΣΦΟΡΑ ΔΗΜΑΡΧΟΥ ΓΛΥΦΑΔΑΣ Ο κ. ΜΕΤΑΞΑΣ: [473, 2120, 622, 2149]
- article-youths-body: [640, 1064, 1189, 1207]
- banner-geneva-conference: Η ΔΙΑΣΚΕΨΙΣ ΤΗΣ ΓΕΝΕΥΗΣ ΠΡΟΣ ΝΑΥΑΓΙΟΝ: [553, 128, 1099, 156]
- subhead-bulgarian-note: ΒΟΥΛΓΑΡΙΚΗ ΔΙΑΚΟΙΝΩΣΙΣ: [186, 1095, 329, 1107]
- headline-committee: ΣΥΝΗΛΘΕ ΧΘΕΣ ΕΙΣ ΣΥΝΕΔΡΙΑΣΙΝ Η ΕΠΙΤΡΟΠΗ ΕΞΟΥΣΙΟΔΟΤΗΣΕΩΣ: [1398, 635, 1583, 686]
- paragraph: ΒΟΝΝΗ, 9. (Ρώυτερ - Γαλ. Πρ.) — Ἡ ἐξελιξις κρίσις ἐντὸς τοῦ κυβερνῶντος Χριστιανοδημοκρατικοῦ κόμματος ἐπεδεινώθη χθὲς μετὰ τὴν ἐπιστροφήν τοῦ κ. Ἔρχαρτ, κατὰ τὰς πληροφορίας τῶν κύκλων τοῦ κόμματος. Πρόκειται κατὰ τὴν ἄποψιν τῶν παρατηρητῶν περὶ τῆς θέσεως τοῦ κ. Ἔρχαρτ ἔναντι τοῦ καγκελλαρίου κ. Ἀντενάουερ. Ὁ κ. Ἔρχαρτ δὲν θὰ παραιτηθῇ ἀπὸ ἀντικαγκελλάριος, δηλώνουν κύκλοι προσκείμενοι εἰς αὐτόν. Ὑπάρχουν ὅμως καὶ ἀντίθετοι πληροφορίαι ὅτι ὁ ὑπουργὸς τῶν Οἰκονομικῶν θὰ ἀποσυρθῇ. Ὁ κ. Ἀντενάουερ ὑποστηρίζεται ὑπὸ τῆς πλειοψηφίας τῆς κοινοβουλευτικῆς ὁμάδος. Εἰς τὰς διαβουλεύσεις θὰ ληφθοῦν ἀποφάσεις σχετικῶς μὲ τὸ μέλλον τῆς κυβερνήσεως. Ἐπίσης ἀναφέρεται ὅτι αἱ συζητήσεις θὰ συνεχισθοῦν μέχρις ὅτου ἐπέλθῃ συμφωνία μεταξὺ τῶν δύο πλευρῶν ἐντὸς τοῦ κόμματος.: [64, 282, 451, 436]
- article-belgian-body: [1200, 1340, 1390, 1425]
- paragraph: Ὁ Βασιλεὺς ἔχει ἤδη ἀναρρώσει καὶ ἀναμένεται ὅτι θὰ ἐξέλθῃ τοῦ νοσοκομείου περὶ τὰ μέσα τῆς ἑβδομάδος, συμφώνως πρὸς τὸ σημερινὸν ἰατρικὸν ἀνακοινωθέν.: [826, 1623, 1003, 1693]
- subhead-khrushchev-norway: Ο κ. ΚΡΟΥΣΤΣΕΦ ΘΑ ΜΕΤΑΒΗ ΤΟΝ ΑΥΓΟΥΣΤΟΝ ΕΙΣ ΝΟΡΒΗΓΙΑΝ: [1221, 389, 1563, 402]
- paragraph: ΤΕΧΕΡΑΝΗ, 9. (Ρώυτερ). — Ὁ Ἀκαδημαϊκὸς Ἐκπρόσωπος τῆς Περσικῆς κυβερνήσεως ἐδήλωσεν ὅτι ἡ χώρα του ἐπιθυμεῖ τὴν διατήρησιν ὁμαλῶν πολιτικῶν σχέσεων μὲ τὴν Σοβιετικὴν Ἕνωσιν.: [1200, 980, 1390, 1063]
- article-grocers-body: [64, 859, 451, 915]
- headline-cyprus-turks: ΤΗΝ ΕΘΝΟΛΟΓΙΚΗΝ ΑΛΛΟΙΩΣΙΝ ΤΗΣ ΚΥΠΡΟΥ ΖΗΤΟΥΝ ΟΙ ΤΟΥΡΚΟΙ: [640, 1397, 1189, 1451]
- subhead-alatis: ΔΗΛΩΣΕΙΣ ΤΟΥ κ. ΑΛΑΤΗ: [191, 1034, 324, 1047]
- subhead-dispatch: ΤΑ ΑΕΡΟΠΛΑΝΑ ΕΙΣ ΜΕΤΑΞΥ ΤΗΣ ΕΚΘΕΣΕΩΣ ΘΕΣΣΑΛΟΝΙΚΗΣ: [828, 1697, 1001, 1724]
- subbanner-westerners: ΟΙ ΔΥΤΙΚΟΙ ΑΠΟΚΡΟΥΟΥΝ ΔΙΑΣΚΕΨΙΝ ΑΝΩΤΑΤΟΥ ΕΠΙΠΕΔΟΥ ΑΝ ΟΙ ΡΩΣΟΙ ΔΕΝ ΔΕΧΘΟΥΝ ΤΗΝ ΠΑΡΟΥΣΙΑΝ ΤΩΝ ΕΙΣ ΔΥΤ. ΒΕΡΟΛΙΝΟΝ: [490, 254, 1162, 289]
- kicker-continued: ΣΥΝΕΧΕΙΑ ΕΚ ΤΗΣ 1ης ΣΕΛΙΔΟΣ: [181, 973, 334, 985]
- paragraph: κ. Νηριτσέσκου, διότι ἡ ἐλληνικὴ κυβέρνησις θεωρεῖ ὅτι αἱ Βαλκανικαὶ σχέσεις δὲν δύνανται νὰ βελτιωθοῦν διὰ τῶν προτεινομένων μέτρων. Ἡ ἀπάντησις θὰ ἐπιδοθῇ σήμερον εἰς τὸν πρεσβευτὴν τῆς Ρουμανίας.: [64, 990, 451, 1031]
- subhead-ballet: ΚΡΑΝΙΔΙΩΤΗ - ΚΑΡΑΜΑΝΛΗ: [1025, 1473, 1175, 1486]
- article-tsatsos-body: [64, 1315, 451, 1370]
- subhead-no-threat: ΑΠΟΦΑΣΙΣ ΔΕΝ ΘΑ ΣΗΜΑΙΝΕΝ ΑΠΕΙΛΗΝ ΚΑΤΑ ΤΗΣ ΕΙΡΗΝΗΣ: [718, 824, 934, 851]
- paragraph: ΓΕΝΕΥΗ, 9. (Γιουνάιτεντ — Ρώυτερ — Γαλλ. Πρακτ.) — Οἱ Δυτικοὶ ὑπουργοὶ τῶν Ἐξωτερικῶν ἐδήλωσαν ὅτι ἡ χθεσινὴ μυστικὴ συνάντησις τῶν τεσσάρων ὑπουργῶν ἀπέτυχε καὶ δὲν ὡρίσθη νέα σύσκεψις. Ὁ κ. Γκρομύκο ἐπέμεινεν εἰς τὰς σοβιετικὰς προτάσεις διὰ τὸ Βερολῖνον, αἱ ὁποῖαι ἀπορρίπτονται ὑπὸ τῶν Δυτικῶν. Ὁ κ. Χέρτερ διέψευσε τὰς πληροφορίας περὶ νέων παραχωρήσεων. Οἱ Δυτικοὶ ἐπιμένουν ὅτι ἡ παρουσία τῶν στρατευμάτων των εἰς τὸ Δυτικὸν Βερολῖνον εἶναι θεμελιώδης ὅρος διὰ πᾶσαν συμφωνίαν. Ἡ ἀτμόσφαιρα τῆς διασκέψεως χαρακτηρίζεται ὡς βαρεῖα καὶ ἡ πιθανότης ναυαγίου θεωρεῖται πλέον σοβαρά. Ἡ σοβιετικὴ ἀντιπροσωπεία ἐδήλωσεν ὅτι ἀναμένει ἀπάντησιν εἰς τὰς τελευταίας προτάσεις της. Οἱ Δυτικοὶ ἀπορρίπτουν τὴν ἰδέαν διασκέψεως κορυφῆς ἐὰν δὲν ἐπιτευχθῇ πρόοδος.: [954, 295, 1189, 547]
- masthead-contacts: ΤΗΛΕΦΩΝΑ ΓΡΑΦΕΙΩΝ: 30.361 — ΤΥΠΟΓΡΑΦΕΙΑ: ΛΥΚΟΥΡΓΟΥ 8 Τηλ. 525.345: [1168, 102, 1576, 114]
- paragraph: Τρεῖς νεαροὶ ἡλικίας 16 ἕως 18 ἐτῶν ἐπηρεασμένοι ἀπὸ γκαγκστερικὰς ταινίας ἐλήστευσαν συνομήλικόν των εἰς τὰς Ἀθήνας. Οἱ δράσται συνελήφθησαν ὑπὸ τῆς Ἀστυνομίας καὶ ὡμολόγησαν τὴν πρᾶξιν των.: [640, 1065, 818, 1148]
- headline-italy-turkey: ΗΡΧΙΣΑΝ ΕΙΣ ΤΗΝ ΡΩΜΗΝ ΑΙ ΣΥΝΟΜΙΛΙΑΙ ΜΕΤΑΞΥ ΙΤΑΛΙΑΣ ΚΑΙ ΤΟΥΡΚΙΑΣ: [1221, 415, 1563, 487]
- paragraph: ΝΕΑ ΥΟΡΚΗ, 9. (Γαλλ. Πρ.) — Ὁ Ἀμερικανὸς ἐπιστήμων Βέρνερ φὸν Μπράουν ἐδήλωσεν ὅτι ὁ ἰσχυρότερος κινητὴρ πυραύλων κατασκευάζεται ἤδη εἰς τὰς Ἡνωμένας Πολιτείας. Ὁ κινητὴρ οὗτος θὰ δύναται νὰ ἐκτοξεύσῃ εἰς τὸ διάστημα δορυφόρους μεγάλου βάρους. Ἀπὸ τὴν πλευρὰν τοῦ Λευκοῦ Οἴκου ἀνεκοινώθη ὅτι ὁ πρόεδρος Αἰζενχάουερ θὰ ἐνημερωθῇ προσωπικῶς διὰ τὰς προόδους τοῦ προγράμματος.: [64, 1209, 451, 1292]
- article-romania-body: [64, 989, 451, 1031]
- article-labour-body: [1200, 1673, 1390, 1757]
- paragraph: ΤΕΧΕΡΑΝΗ, 9. (Ρώυτερ). — Ὁ Ἀκαδημαϊκὸς Ἐκπρόσωπος τῆς Περσικῆς κυβερνήσεως ἐδήλωσεν ὅτι ἡ χώρα του ἐπιθυμεῖ τὴν διατήρησιν ὁμαλῶν πολιτικῶν σχέσεων μὲ τὴν Σοβιετικὴν Ἕνωσιν.: [1200, 711, 1390, 795]
- paragraph: Ἡ Ἐπιτροπὴ Ἐξουσιοδοτήσεως τῆς Βουλῆς συνῆλθε χθὲς εἰς συνεδρίασιν ὑπὸ τὴν προεδρίαν τοῦ κ. Κωνσταντίνου Ροδοπούλου καὶ ἀπεφάσισε τὸν τρόπον τῆς λειτουργίας της κατὰ τὴν διάρκειαν τοῦ θέρους.: [1397, 1235, 1584, 1318]
- article-poet-body: [463, 1565, 632, 1635]
- paragraph: ΡΩΜΗ, 9. (Γαλλ. Πρ. — Ρώυτερ) — Ἤρχισαν σήμερον εἰς τὴν Ρώμην αἱ συνομιλίαι μεταξὺ τῶν πρωθυπουργῶν τῆς Ἰταλίας καὶ τῆς Τουρκίας κ.κ. Σένι καὶ Μεντερὲς. Ἀναμένεται ἡ ὑπογραφὴ νέας οἰκονομικῆς συμφωνίας μεταξὺ τῶν δύο χωρῶν.: [1200, 509, 1584, 564]
- newspaper-title: ΕΛΕΥΘΕΡΙΑ: [740, 79, 980, 119]
- right-lower-col-a: [1200, 636, 1390, 1759]
- right-lower-row: [1200, 636, 1584, 1759]
- headline-arrival: ΑΦΙΞΙΣ ΔΙΑΚΕΚΡΙΜΕΝΟΥ ΟΜΟΓΕΝΟΥΣ ΕΞ ΑΜΕΡΙΚΗΣ: [1214, 1189, 1376, 1218]
- headline-grocers-protest: ΣΗΜΕΡΟΝ ΑΙ ΣΥΓΚΕΝΤΡΩΣΕΙΣ ΔΙΑΜΑΡΤΥΡΙΑΣ ΠΑΝΤΟΠΩΛΩΝ ΕΙΣ ΟΛΟΚΛΗΡΟΝ ΤΗΝ ΧΩΡΑΝ: [98, 795, 417, 859]
- paragraph: ΡΩΜΗ, 9. (Γαλλ. Πρ. — Ρώυτερ) — Ἤρχισαν σήμερον εἰς τὴν Ρώμην αἱ συνομιλίαι μεταξὺ τῶν πρωθυπουργῶν τῆς Ἰταλίας καὶ τῆς Τουρκίας κ.κ. Σένι καὶ Μεντερὲς. Ἀναμένεται ἡ ὑπογραφὴ νέας οἰκονομικῆς συμφωνίας μεταξὺ τῶν δύο χωρῶν.: [1200, 567, 1584, 621]
- article-khrushchev-body: [1200, 244, 1584, 387]
- paragraph: Ὁ Βασιλεὺς ἔχει ἤδη ἀναρρώσει καὶ ἀναμένεται ὅτι θὰ ἐξέλθῃ τοῦ νοσοκομείου περὶ τὰ μέσα τῆς ἑβδομάδος, συμφώνως πρὸς τὸ σημερινὸν ἰατρικὸν ἀνακοινωθέν.: [463, 1565, 632, 1635]
